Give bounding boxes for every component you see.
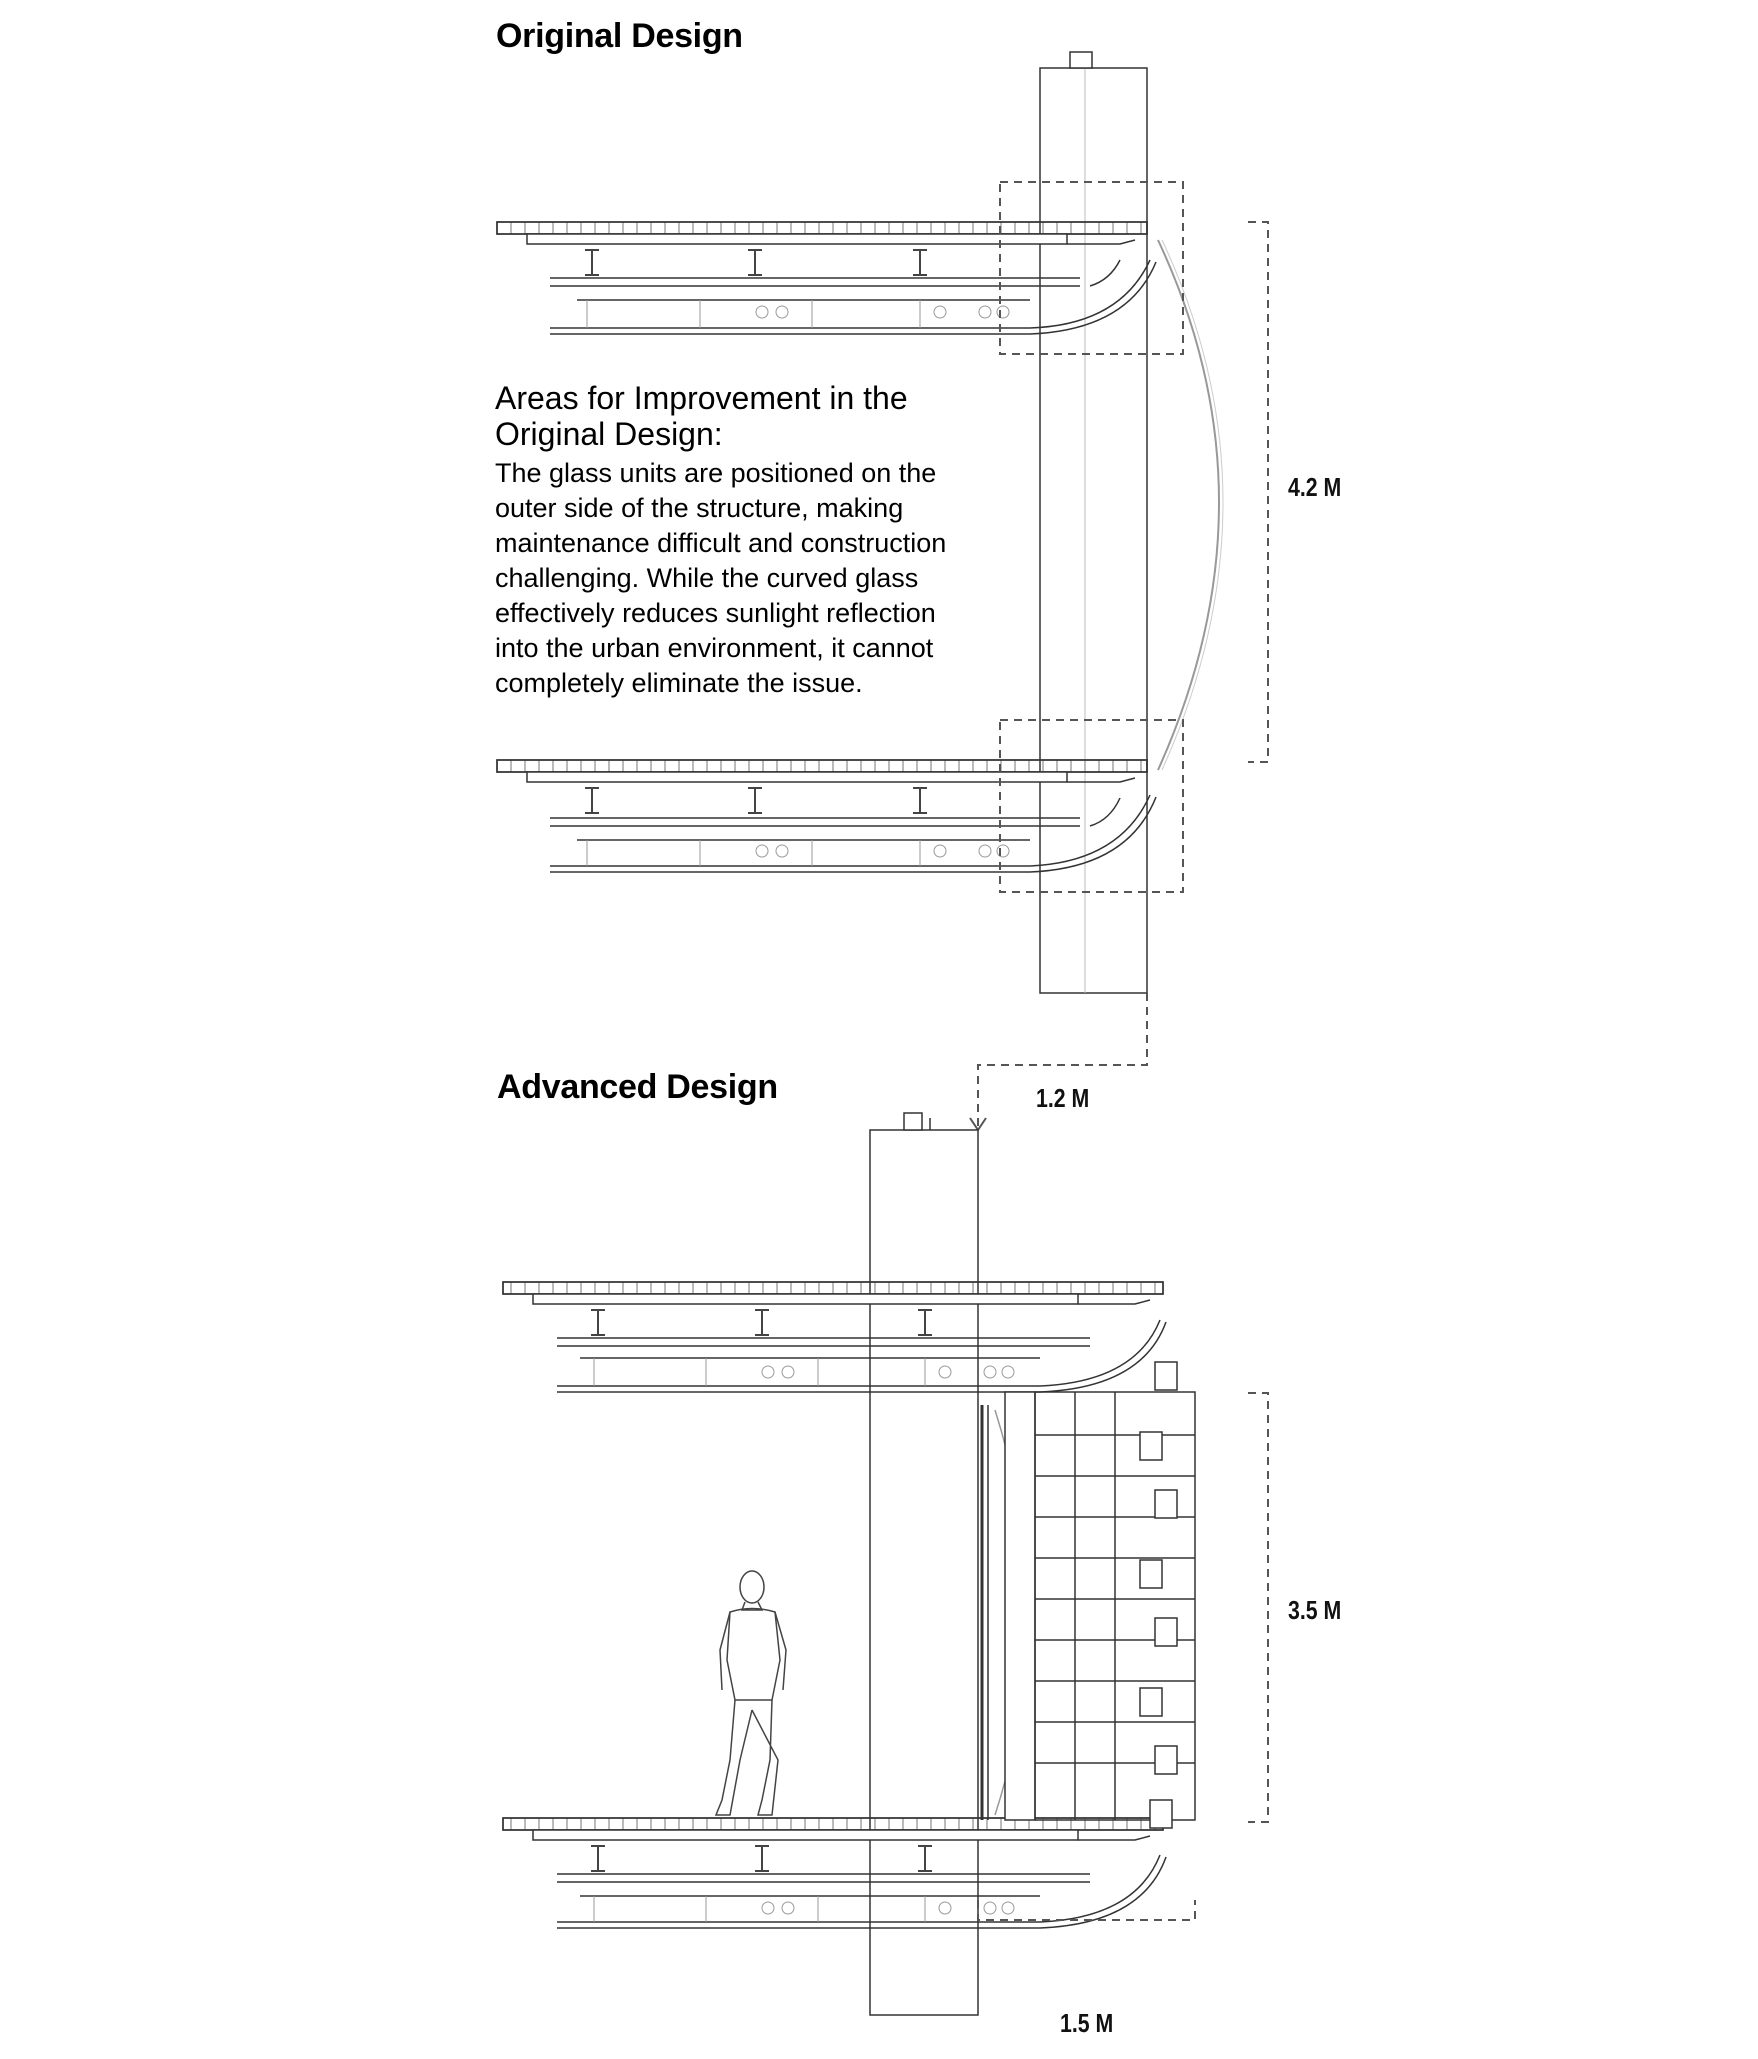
label-3-5m: 3.5 M bbox=[1288, 1595, 1342, 1625]
person-scale-figure bbox=[716, 1571, 786, 1815]
improvement-line: outer side of the structure, making bbox=[495, 493, 904, 523]
improvement-title bbox=[495, 380, 1015, 452]
improvement-title-line-2: Original Design: bbox=[495, 416, 723, 452]
improvement-line: into the urban environment, it cannot bbox=[495, 633, 934, 663]
improvement-body bbox=[495, 456, 1015, 701]
label-1-5m: 1.5 M bbox=[1060, 2008, 1114, 2038]
advanced-design-title: Advanced Design bbox=[497, 1068, 778, 1106]
advanced-lower-slab bbox=[503, 1818, 1166, 1928]
advanced-column bbox=[870, 1113, 978, 2015]
label-4-2m: 4.2 M bbox=[1288, 472, 1342, 502]
advanced-inner-glazing bbox=[982, 1392, 1035, 1820]
original-curved-glass bbox=[1158, 240, 1219, 770]
advanced-upper-slab bbox=[503, 1282, 1166, 1392]
improvement-note bbox=[495, 380, 1015, 701]
improvement-line: effectively reduces sunlight reflection bbox=[495, 598, 936, 628]
dimension-bracket-3-5m bbox=[1248, 1393, 1268, 1822]
advanced-fin-screen bbox=[1035, 1362, 1195, 1828]
improvement-title-line-1: Areas for Improvement in the bbox=[495, 380, 908, 416]
improvement-line: maintenance difficult and construction bbox=[495, 528, 947, 558]
improvement-line: completely eliminate the issue. bbox=[495, 668, 863, 698]
improvement-line: The glass units are positioned on the bbox=[495, 458, 937, 488]
original-design-title: Original Design bbox=[496, 17, 743, 55]
improvement-line: challenging. While the curved glass bbox=[495, 563, 919, 593]
dimension-bracket-4-2m bbox=[1248, 222, 1268, 762]
label-1-2m: 1.2 M bbox=[1036, 1083, 1090, 1113]
